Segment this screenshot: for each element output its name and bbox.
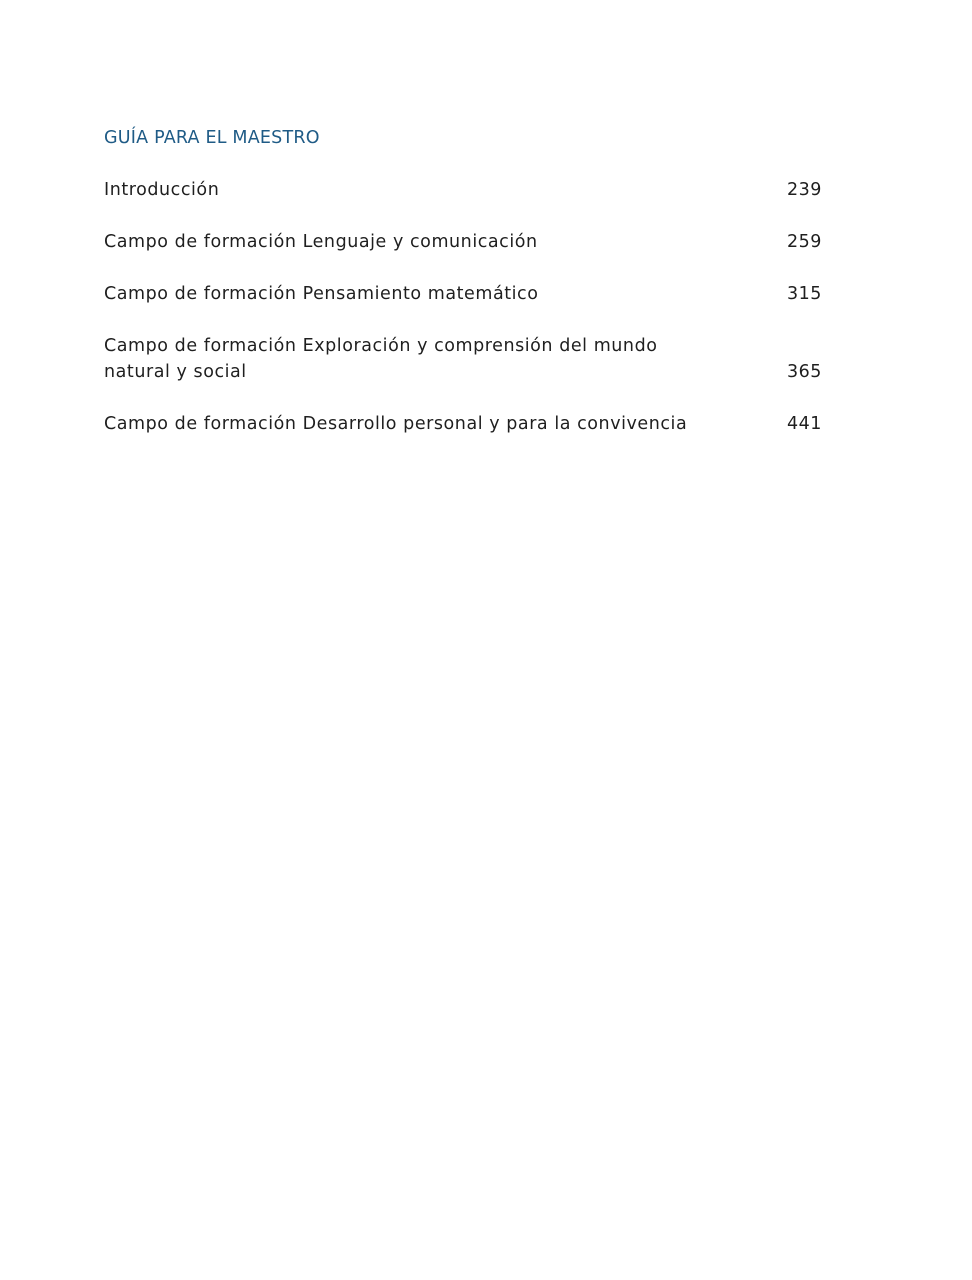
toc-entry-title: Campo de formación Pensamiento matemático (104, 284, 539, 304)
toc-entry[interactable] (104, 229, 822, 255)
toc-entry-title: Campo de formación Lenguaje y comunicación (104, 232, 538, 252)
toc-entry-page-number: 365 (786, 362, 822, 382)
toc-entry-page-number: 239 (786, 180, 822, 200)
toc-entry[interactable] (104, 177, 822, 203)
toc-entry[interactable] (104, 333, 822, 385)
toc-entry-title: Introducción (104, 180, 220, 200)
toc-entry-page-number: 259 (786, 232, 822, 252)
toc-entry-title: Campo de formación Exploración y comprensión del mundo natural y social (104, 336, 658, 382)
toc-entry-title: Campo de formación Desarrollo personal y para la convivencia (104, 414, 688, 434)
toc-entry[interactable] (104, 411, 822, 437)
toc-section-heading: GUÍA PARA EL MAESTRO (104, 128, 320, 148)
toc-entry-page-number: 441 (786, 414, 822, 434)
table-of-contents (104, 125, 822, 463)
toc-entry-page-number: 315 (786, 284, 822, 304)
toc-entry[interactable] (104, 281, 822, 307)
